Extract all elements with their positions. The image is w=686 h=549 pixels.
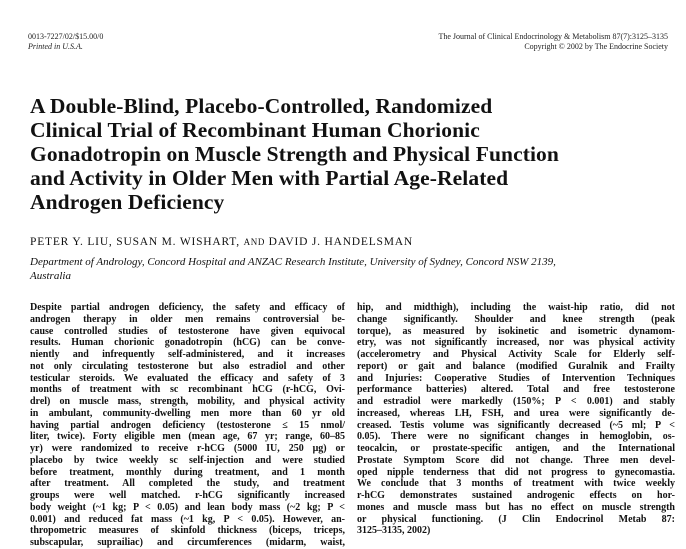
abstract-line: 0.05). There were no significant changes in hemoglobin, os- bbox=[357, 431, 675, 443]
affiliation-line: Department of Andrology, Concord Hospital and ANZAC Research Institute, University of Sydney, Concord NSW 2139, bbox=[30, 256, 556, 268]
title-line: Androgen Deficiency bbox=[30, 190, 225, 214]
title-line: Gonadotropin on Muscle Strength and Physical Function bbox=[30, 142, 559, 166]
abstract-line: oped nipple tenderness that did not progress to gynecomastia. bbox=[357, 466, 675, 478]
abstract-line: testicular steroids. We evaluated the efficacy and safety of 3 bbox=[30, 372, 345, 384]
affiliation-line: Australia bbox=[30, 269, 71, 282]
abstract-line: creased. Testis volume was significantly decreased (~5 ml; P < bbox=[357, 419, 675, 431]
abstract-line: and Injuries: Cooperative Studies of Intervention Techniques bbox=[357, 372, 675, 384]
abstract-line: androgen therapy in older men remains controversial be- bbox=[30, 313, 345, 325]
journal-citation: The Journal of Clinical Endocrinology & Metabolism 87(7):3125–3135 bbox=[438, 32, 668, 41]
header-right bbox=[438, 32, 668, 52]
abstract-line: etry, was not significantly increased, nor was physical activity bbox=[357, 337, 675, 349]
abstract-line: drel) on muscle mass, strength, mobility, and physical activity bbox=[30, 396, 345, 407]
abstract-line: increased, whereas LH, FSH, and urea were significantly de- bbox=[357, 407, 675, 419]
title-line: and Activity in Older Men with Partial Age-Related bbox=[30, 166, 509, 190]
abstract-right-column bbox=[357, 302, 675, 537]
abstract-line: torque), as measured by isokinetic and isometric dynamom- bbox=[357, 325, 675, 337]
abstract-line: subscapular, suprailiac) and circumferences (midarm, waist, bbox=[30, 537, 345, 548]
abstract-line: report) or gait and balance (modified Guralnik and Frailty bbox=[357, 360, 675, 372]
abstract-line: not only circulating testosterone but also estradiol and other bbox=[30, 360, 345, 372]
abstract-line: thropometric measures of skinfold thickness (biceps, triceps, bbox=[30, 525, 345, 537]
header-left bbox=[28, 32, 103, 52]
abstract-line: We conclude that 3 months of treatment with twice weekly bbox=[357, 478, 675, 490]
abstract-line: results. Human chorionic gonadotropin (hCG) can be conve- bbox=[30, 337, 345, 349]
abstract-line: yr) were randomized to receive r-hCG (5000 IU, 250 μg) or bbox=[30, 443, 345, 454]
abstract-line: or physical functioning. (J Clin Endocrinol Metab 87: bbox=[357, 513, 675, 525]
article-code: 0013-7227/02/$15.00/0 bbox=[28, 32, 104, 41]
authors bbox=[30, 236, 670, 248]
author-last: DAVID J. HANDELSMAN bbox=[268, 236, 413, 248]
abstract-line: hip, and midthigh), including the waist-hip ratio, did not bbox=[357, 302, 675, 313]
abstract-line: groups were well matched. r-hCG significantly increased bbox=[30, 490, 345, 501]
article-title bbox=[30, 94, 670, 214]
abstract-line: performance batteries) altered. Total and free testosterone bbox=[357, 384, 675, 396]
abstract-line: and estradiol were markedly (150%; P < 0.001) and stably bbox=[357, 396, 675, 407]
affiliation bbox=[30, 256, 670, 283]
abstract-line: placebo by twice weekly sc self-injection and were studied bbox=[30, 454, 345, 466]
abstract-line: liter, twice). Forty eligible men (mean age, 67 yr; range, 60–85 bbox=[30, 431, 345, 443]
abstract-line: 3125–3135, 2002) bbox=[357, 525, 431, 537]
abstract-line: having partial androgen deficiency (testosterone ≤ 15 nmol/ bbox=[30, 419, 345, 431]
title-line: A Double-Blind, Placebo-Controlled, Randomized bbox=[30, 94, 493, 118]
abstract-line: after treatment. All completed the study, and treatment bbox=[30, 478, 345, 490]
abstract-line: cause controlled studies of testosterone have given equivocal bbox=[30, 325, 345, 337]
abstract-line: Prostate Symptom Score did not change. Three men devel- bbox=[357, 454, 675, 466]
abstract-line: before treatment, monthly during treatment, and 1 month bbox=[30, 466, 345, 478]
abstract-line: 0.001) and reduced fat mass (~1 kg, P < 0.05). However, an- bbox=[30, 513, 345, 525]
abstract-line: niently and infrequently self-administered, and it increases bbox=[30, 349, 345, 360]
printed-note: Printed in U.S.A. bbox=[28, 42, 83, 51]
copyright: Copyright © 2002 by The Endocrine Society bbox=[524, 42, 668, 51]
abstract-left-column bbox=[30, 302, 345, 549]
author-names: PETER Y. LIU, SUSAN M. WISHART, bbox=[30, 236, 240, 248]
title-line: Clinical Trial of Recombinant Human Chorionic bbox=[30, 118, 480, 142]
abstract-line: teocalcin, or prostate-specific antigen, and the International bbox=[357, 443, 675, 454]
abstract-line: r-hCG demonstrates sustained androgenic effects on hor- bbox=[357, 490, 675, 501]
abstract-line: months of treatment with sc recombinant hCG (r-hCG, Ovi- bbox=[30, 384, 345, 396]
abstract-line: Despite partial androgen deficiency, the safety and efficacy of bbox=[30, 302, 345, 313]
abstract-line: (accelerometry and Physical Activity Scale for Elderly self- bbox=[357, 349, 675, 360]
abstract-line: in ambulant, community-dwelling men more than 60 yr old bbox=[30, 407, 345, 419]
author-and: AND bbox=[243, 237, 265, 247]
abstract-line: body weight (~1 kg; P < 0.05) and lean body mass (~2 kg; P < bbox=[30, 501, 345, 513]
abstract-line: change significantly. Shoulder and knee strength (peak bbox=[357, 313, 675, 325]
abstract-line: mones and muscle mass but has no effect on muscle strength bbox=[357, 501, 675, 513]
